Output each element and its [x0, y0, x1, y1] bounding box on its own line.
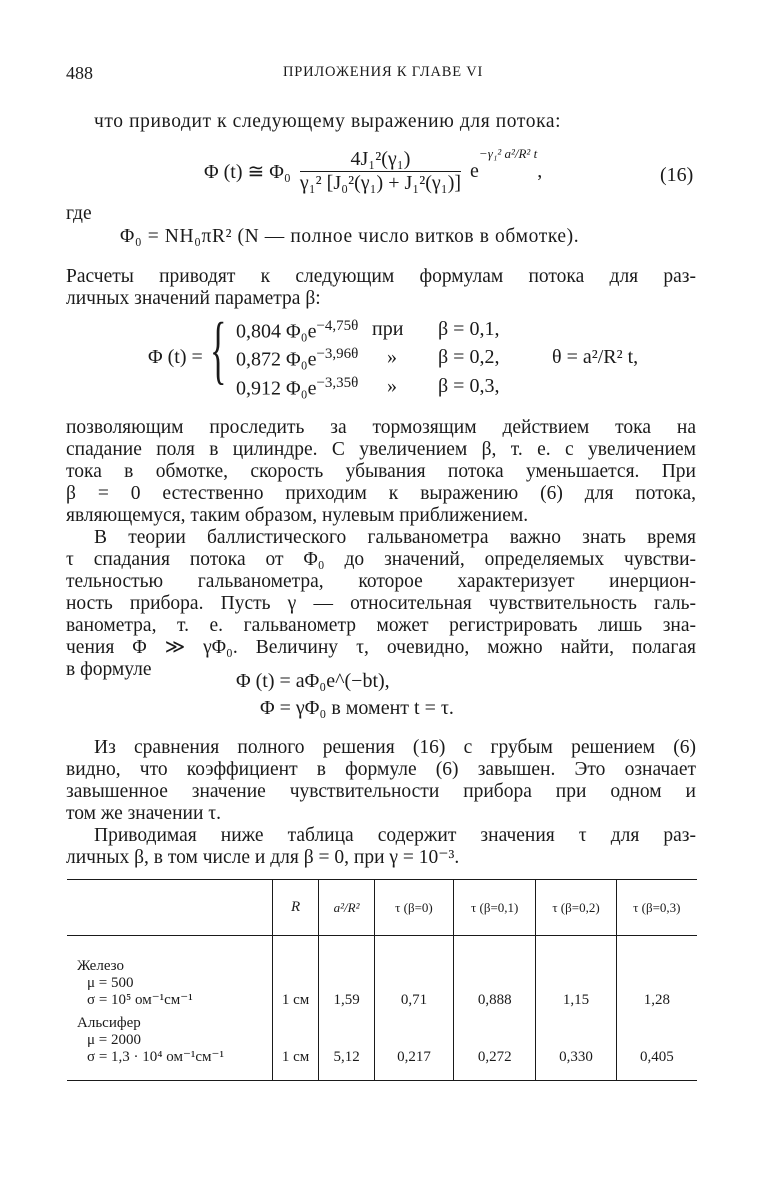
system-row-word: при	[372, 318, 404, 340]
para4-line: завышенное значение чувствительности прибора при одном и	[66, 781, 696, 802]
para4-line: Из сравнения полного решения (16) с грубым решением (6)	[94, 737, 696, 758]
table-header-cell: τ (β=0,3)	[633, 899, 681, 915]
system-row: 0,912 $\Phi_0e^{-3,35\theta}$	[236, 375, 359, 400]
running-title: ПРИЛОЖЕНИЯ К ГЛАВЕ VI	[283, 64, 484, 80]
table-material-cell: Железо μ = 500 σ = 10⁵ ом⁻¹см⁻¹	[67, 936, 272, 1016]
table-header-cell: τ (β=0,2)	[536, 880, 616, 936]
eq16-numerator: 4J₁²(γ₁)	[300, 148, 461, 172]
para5-line: Приводимая ниже таблица содержит значения τ для раз-	[94, 825, 696, 846]
system-row-condition: β = 0,3,	[438, 375, 500, 397]
para1-line-2: личных значений параметра β:	[66, 288, 321, 309]
table-header-cell: R	[272, 880, 319, 936]
system-lhs: Φ (t) =	[148, 346, 203, 368]
data-table	[67, 879, 697, 1081]
where-word: где	[66, 203, 92, 224]
table-header-cell: a²/R²	[319, 880, 375, 936]
table-header-cell: τ (β=0)	[374, 880, 453, 936]
table-cell: 0,888	[454, 936, 536, 1016]
para2-line: β = 0 естественно приходим к выражению (6) для потока,	[66, 483, 696, 504]
table-cell: 1,28	[643, 992, 670, 1008]
para2-line: тока в обмотке, скорость убывания потока уменьшается. При	[66, 461, 696, 482]
eq16-fraction	[300, 148, 461, 195]
para5-line: личных β, в том числе и для β = 0, при γ = 10⁻³.	[66, 847, 460, 868]
eq16-lhs: Φ (t) ≅ Φ₀	[204, 161, 291, 183]
table-cell: 1,15	[536, 936, 616, 1016]
system-row-condition: β = 0,1,	[438, 318, 500, 340]
table-cell: 0,272	[454, 1015, 536, 1081]
para2-line: являющемуся, таким образом, нулевым приближением.	[66, 505, 529, 526]
eq16-denominator: γ₁² [J₀²(γ₁) + J₁²(γ₁)]	[299, 172, 462, 194]
table-cell: 1 см	[272, 1015, 319, 1081]
para3-line: чения Φ ≫ γΦ₀. Величину τ, очевидно, можно найти, полагая	[66, 637, 696, 658]
theta-definition: θ = a²/R² t,	[552, 346, 639, 368]
table-cell: 0,71	[374, 936, 453, 1016]
para2-line: позволяющим проследить за тормозящим действием тока на	[66, 417, 696, 438]
para1-line-1: Расчеты приводят к следующим формулам потока для раз-	[66, 266, 696, 287]
equation-a: Φ (t) = aΦ₀e^(−bt),	[236, 670, 390, 692]
table-cell: 5,12	[319, 1015, 375, 1081]
system-row: 0,804 $\Phi_0e^{-4,75\theta}$	[236, 318, 359, 343]
para4-line: том же значении τ.	[66, 803, 221, 824]
system-row: 0,872 $\Phi_0e^{-3,96\theta}$	[236, 346, 359, 371]
para3-line: тельностью гальванометра, которое характеризует инерцион-	[66, 571, 696, 592]
equation-b: Φ = γΦ₀ в момент t = τ.	[260, 697, 454, 719]
table-cell: 1 см	[272, 936, 319, 1016]
table-cell: 1,59	[319, 936, 375, 1016]
para3-line: ванометра, т. е. гальванометр может регистрировать лишь зна-	[66, 615, 696, 636]
table-header-cell: τ (β=0,1)	[454, 880, 536, 936]
system-row-word: »	[387, 346, 397, 368]
para3-line: ность прибора. Пусть γ — относительная чувствительность галь-	[66, 593, 696, 614]
table-cell: 0,405	[639, 1049, 674, 1065]
system-row-word: »	[387, 375, 397, 397]
intro-text: что приводит к следующему выражению для потока:	[94, 111, 562, 132]
eq16-exponent: −γ₁² a²/R² t	[478, 146, 538, 161]
para4-line: видно, что коэффициент в формуле (6) завышен. Это означает	[66, 759, 696, 780]
para2-line: спадание поля в цилиндре. С увеличением β, т. е. с увеличением	[66, 439, 696, 460]
table-row	[67, 1015, 697, 1081]
table-header-cell	[67, 880, 272, 936]
table-cell: 0,217	[374, 1015, 453, 1081]
brace-symbol: {	[210, 308, 227, 392]
equation-16: Φ (t) ≅ Φ₀ $\frac{\text{4J₁²(γ₁)}}{\text{γ₁² [J₀²(γ₁) + J₁²(γ₁)]}}$ e−γ₁² a²/R² t,	[204, 146, 543, 194]
para3-line: В теории баллистического гальванометра важно знать время	[94, 527, 696, 548]
equation-16-number: (16)	[660, 164, 694, 186]
table-row	[67, 936, 697, 1016]
phi0-definition: Φ₀ = NH₀πR² (N — полное число витков в обмотке).	[120, 226, 580, 247]
page-number: 488	[66, 63, 93, 83]
para3-line: в формуле	[66, 659, 152, 680]
para3-line: τ спадания потока от Φ₀ до значений, определяемых чувстви-	[66, 549, 696, 570]
system-row-condition: β = 0,2,	[438, 346, 500, 368]
table-cell: 0,330	[536, 1015, 616, 1081]
table-material-cell: Альсифер μ = 2000 σ = 1,3 · 10⁴ ом⁻¹см⁻¹	[67, 1015, 272, 1081]
